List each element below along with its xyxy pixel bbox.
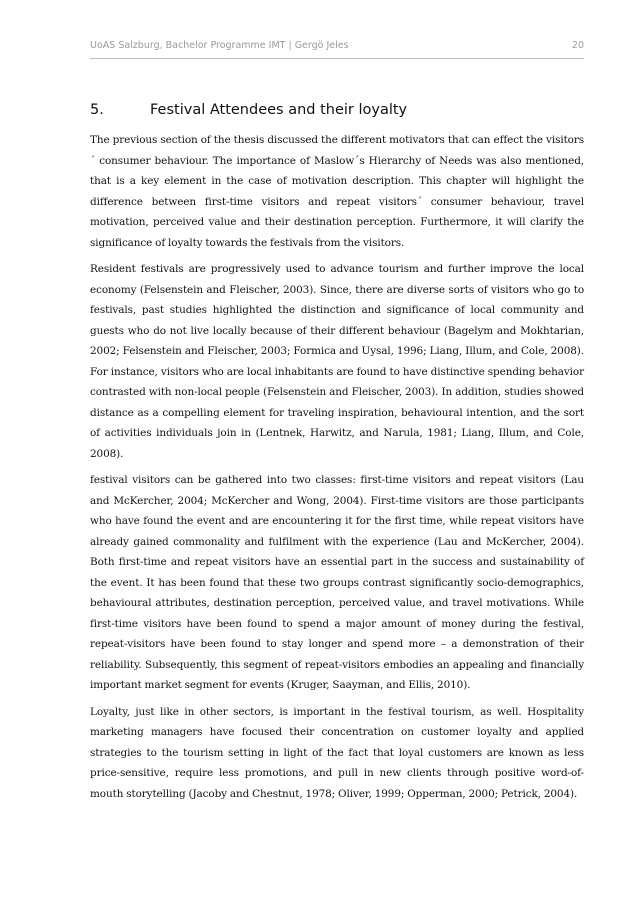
paragraph: festival visitors can be gathered into two classes: first-time visitors and repeat visitors (Lau and McKercher, 2004; McKercher and Wong, 2004). First-time visitors are those participants who have found the event and are encountering it for the first time, while repeat visitors have already gained commonality and fulfilment with the experience (Lau and McKercher, 2004). Both first-time and repeat visitors have an essential part in the success and sustainability of the event. It has been found that these two groups contrast significantly socio-demographics, behavioural attributes, destination perception, perceived value, and travel motivations. While first-time visitors have been found to spend a major amount of money during the festival, repeat-visitors have been found to stay longer and spend more – a demonstration of their reliability. Subsequently, this segment of repeat-visitors embodies an appealing and financially important market segment for events (Kruger, Saayman, and Ellis, 2010). (90, 474, 584, 691)
section-number: 5. (90, 102, 104, 118)
section-heading (90, 102, 584, 126)
paragraph: Resident festivals are progressively used to advance tourism and further improve the local economy (Felsenstein and Fleischer, 2003). Since, there are diverse sorts of visitors who go to festivals, past studies highlighted the distinction and significance of local community and guests who do not live locally because of their different behaviour (Bagelym and Mokhtarian, 2002; Felsenstein and Fleischer, 2003; Formica and Uysal, 1996; Liang, Illum, and Cole, 2008). For instance, visitors who are local inhabitants are found to have distinctive spending behavior contrasted with non-local people (Felsenstein and Fleischer, 2003). In addition, studies showed distance as a compelling element for traveling inspiration, behavioural intention, and the sort of activities individuals join in (Lentnek, Harwitz, and Narula, 1981; Liang, Illum, and Cole, 2008). (90, 263, 584, 460)
paragraph: Loyalty, just like in other sectors, is important in the festival tourism, as well. Hospitality marketing managers have focused their concentration on customer loyalty and applied strategies to the tourism setting in light of the fact that loyal customers are known as less price-sensitive, require less promotions, and pull in new clients through positive word-of-mouth storytelling (Jacoby and Chestnut, 1978; Oliver, 1999; Opperman, 2000; Petrick, 2004). (90, 705, 584, 800)
header-text: UoAS Salzburg, Bachelor Programme IMT | Gergö Jeles (90, 40, 349, 51)
page-header (90, 36, 584, 59)
paragraph: The previous section of the thesis discussed the different motivators that can effect the visitors´ consumer behaviour. The importance of Maslow´s Hierarchy of Needs was also mentioned, that is a key element in the case of motivation description. This chapter will highlight the difference between first-time visitors and repeat visitors´ consumer behaviour, travel motivation, perceived value and their destination perception. Furthermore, it will clarify the significance of loyalty towards the festivals from the visitors. (90, 134, 584, 249)
page-number: 20 (571, 40, 584, 51)
body-text (90, 130, 584, 810)
section-title: Festival Attendees and their loyalty (150, 102, 408, 118)
